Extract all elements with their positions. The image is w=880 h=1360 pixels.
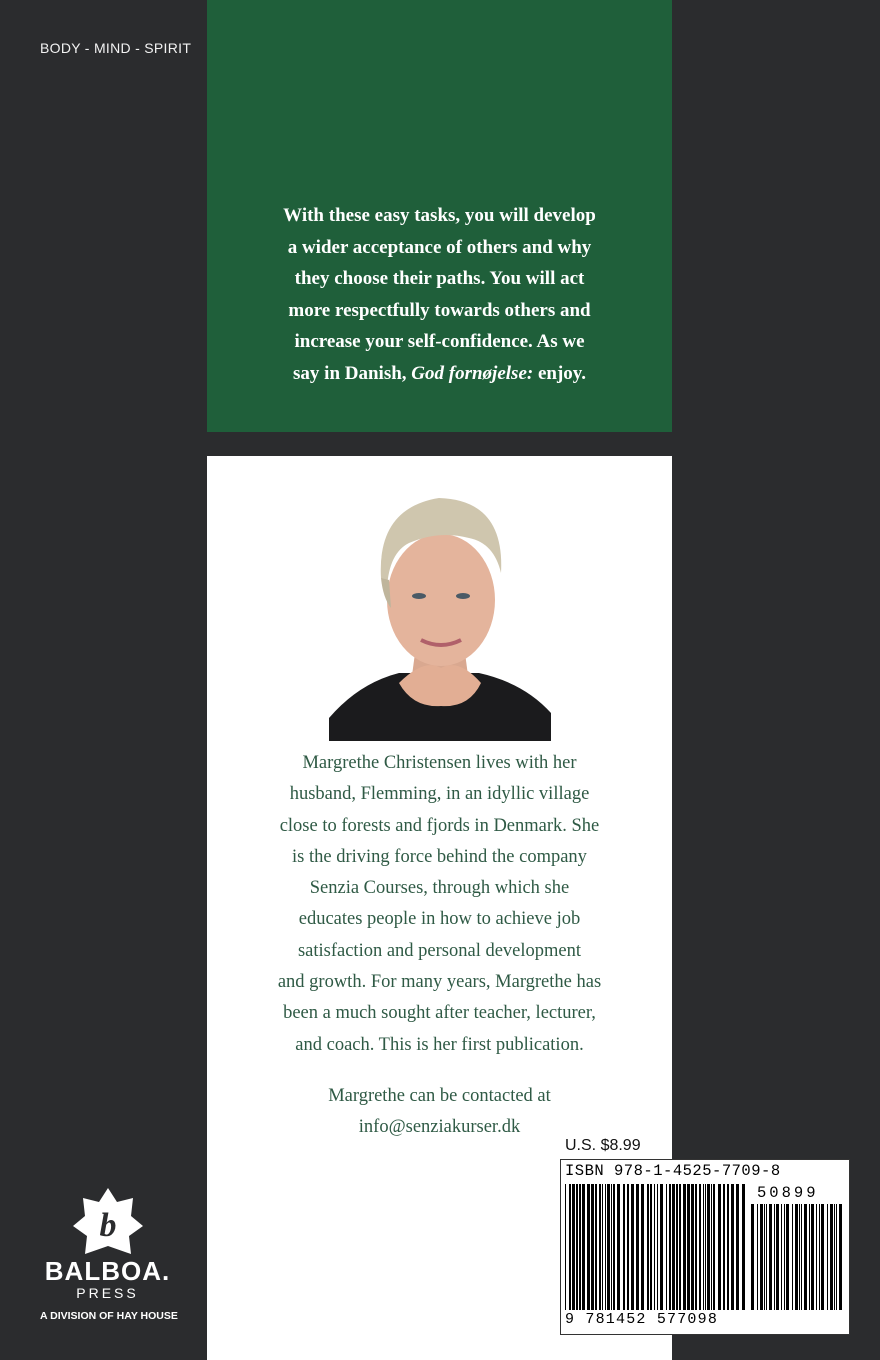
blurb-line: increase your self-confidence. As we	[294, 331, 585, 352]
barcode-bar	[569, 1184, 571, 1310]
bio-line: satisfaction and personal development	[297, 940, 582, 961]
barcode-bar	[723, 1184, 725, 1310]
author-panel	[207, 456, 819, 1360]
price-label: U.S. $8.99	[565, 1137, 641, 1154]
barcode-bar	[641, 1184, 644, 1310]
barcode-bar	[687, 1184, 690, 1310]
barcode-bar	[617, 1184, 620, 1310]
author-photo	[329, 468, 551, 741]
barcode-bar	[607, 1184, 610, 1310]
barcode-bar	[811, 1204, 814, 1310]
blurb-line: more respectfully towards others and	[288, 299, 591, 321]
barcode-bar	[718, 1184, 721, 1310]
barcode-bar	[647, 1184, 649, 1310]
barcode-bar	[623, 1184, 625, 1310]
blurb-line-prefix: say in Danish,	[293, 362, 412, 384]
barcode-bar	[769, 1204, 772, 1310]
barcode-bar	[611, 1184, 612, 1310]
barcode-bar	[627, 1184, 629, 1310]
barcode-bar	[572, 1184, 575, 1310]
barcode-bar	[742, 1184, 745, 1310]
barcode-bar	[613, 1184, 615, 1310]
blurb-line: a wider acceptance of others and why	[287, 236, 592, 258]
barcode-bar	[672, 1184, 675, 1310]
barcode-bar	[766, 1204, 767, 1310]
category-label: BODY - MIND - SPIRIT	[40, 40, 192, 56]
barcode-bar	[830, 1204, 833, 1310]
publisher-sub: PRESS	[76, 1285, 139, 1301]
barcode-bar	[711, 1184, 712, 1310]
bio-line: Senzia Courses, through which she	[309, 878, 570, 899]
barcode-bar	[727, 1184, 729, 1310]
barcode-bar	[809, 1204, 810, 1310]
barcode-bar	[579, 1184, 581, 1310]
barcode-bar	[595, 1184, 597, 1310]
blurb-panel	[207, 0, 672, 432]
author-bio	[207, 748, 672, 1061]
barcode-bar	[804, 1204, 807, 1310]
contact-line: Margrethe can be contacted at	[328, 1086, 551, 1106]
author-contact	[207, 1081, 672, 1144]
bio-line: husband, Flemming, in an idyllic village	[289, 784, 590, 805]
blurb-text	[207, 200, 672, 389]
barcode-bar	[683, 1184, 686, 1310]
barcode-bar	[631, 1184, 634, 1310]
barcode-bar	[582, 1184, 585, 1310]
addon-barcode-bars	[751, 1204, 845, 1310]
barcode-bar	[703, 1184, 704, 1310]
ean-digits: 9 781452 577098	[565, 1311, 719, 1328]
barcode-bar	[691, 1184, 694, 1310]
isbn-text: ISBN 978-1-4525-7709-8	[565, 1162, 781, 1180]
barcode-bar	[565, 1184, 566, 1310]
barcode-bar	[654, 1184, 655, 1310]
bio-line: is the driving force behind the company	[292, 846, 587, 867]
barcode-bar	[587, 1184, 590, 1310]
bio-line: and coach. This is her first publication.	[295, 1034, 584, 1055]
barcode-bar	[836, 1204, 837, 1310]
bio-line: been a much sought after teacher, lecturer,	[283, 1003, 596, 1024]
bio-line: close to forests and fjords in Denmark. She	[279, 815, 600, 836]
barcode-bar	[599, 1184, 601, 1310]
barcode-bar	[834, 1204, 835, 1310]
barcode-bar	[786, 1204, 789, 1310]
barcode-bar	[650, 1184, 652, 1310]
barcode-bar	[657, 1184, 658, 1310]
barcode-bar	[781, 1204, 782, 1310]
blurb-line: With these easy tasks, you will develop	[283, 205, 596, 226]
isbn-barcode	[560, 1159, 850, 1335]
barcode-bar	[636, 1184, 639, 1310]
barcode-bar	[801, 1204, 802, 1310]
barcode-bar	[699, 1184, 701, 1310]
barcode-bar	[591, 1184, 594, 1310]
barcode-bars	[565, 1184, 745, 1310]
blurb-line-suffix: enjoy.	[533, 362, 586, 384]
barcode-bar	[695, 1184, 697, 1310]
barcode-bar	[679, 1184, 681, 1310]
barcode-bar	[760, 1204, 763, 1310]
svg-text:b: b	[99, 1207, 116, 1244]
barcode-bar	[839, 1204, 842, 1310]
bio-line: Margrethe Christensen lives with her	[302, 753, 577, 773]
barcode-bar	[764, 1204, 765, 1310]
barcode-bar	[776, 1204, 779, 1310]
barcode-bar	[676, 1184, 678, 1310]
barcode-bar	[751, 1204, 754, 1310]
barcode-bar	[705, 1184, 706, 1310]
barcode-bar	[827, 1204, 828, 1310]
barcode-bar	[660, 1184, 663, 1310]
barcode-bar	[821, 1204, 824, 1310]
barcode-bar	[816, 1204, 817, 1310]
barcode-bar	[713, 1184, 715, 1310]
barcode-bar	[669, 1184, 671, 1310]
barcode-bar	[666, 1184, 667, 1310]
barcode-bar	[784, 1204, 785, 1310]
barcode-bar	[757, 1204, 758, 1310]
barcode-bar	[774, 1204, 775, 1310]
barcode-bar	[792, 1204, 793, 1310]
barcode-bar	[799, 1204, 800, 1310]
publisher-name: BALBOA.	[44, 1256, 171, 1286]
barcode-bar	[576, 1184, 578, 1310]
lotus-icon	[73, 1188, 143, 1254]
contact-email: info@senziakurser.dk	[358, 1117, 521, 1138]
barcode-bar	[795, 1204, 798, 1310]
barcode-bar	[605, 1184, 606, 1310]
bio-line: and growth. For many years, Margrethe has	[277, 972, 602, 993]
barcode-bar	[602, 1184, 603, 1310]
blurb-italic-phrase: God fornøjelse:	[411, 362, 534, 384]
barcode-bar	[707, 1184, 710, 1310]
blurb-line: they choose their paths. You will act	[294, 268, 585, 289]
bio-line: educates people in how to achieve job	[298, 909, 581, 930]
addon-number: 50899	[757, 1184, 819, 1202]
publisher-division: A DIVISION OF HAY HOUSE	[40, 1310, 178, 1322]
publisher-logo	[40, 1188, 175, 1328]
blurb-line	[207, 358, 672, 390]
barcode-bar	[819, 1204, 820, 1310]
barcode-bar	[736, 1184, 739, 1310]
barcode-bar	[731, 1184, 734, 1310]
